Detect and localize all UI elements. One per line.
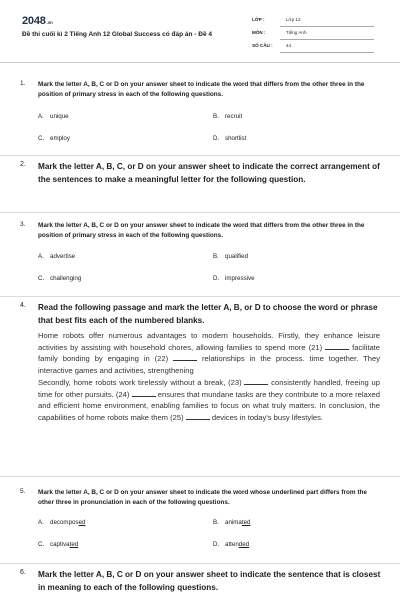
meta-label: SỐ CÂU : [252,43,273,48]
header-divider [0,62,400,63]
option-d[interactable]: D. attended [213,541,250,548]
meta-underline [280,52,374,53]
site-logo[interactable] [22,15,53,27]
question-2 [20,161,382,206]
option-a[interactable]: A. decomposed [38,519,86,526]
question-number: 5. [20,488,26,495]
meta-value: 44 [286,43,292,48]
meta-row-subject [252,29,382,42]
question-text: Read the following passage and mark the letter A, B, or D to choose the word or phrase that best fits each of the numbered blanks. [38,303,378,325]
meta-underline [280,39,374,40]
document-title: Đề thi cuối kì 2 Tiếng Anh 12 Global Success có đáp án - Đề 4 [22,31,212,38]
option-b[interactable]: B. qualified [213,253,249,260]
underlined-part: ed [78,519,86,526]
option-c[interactable]: C. challenging [38,275,82,282]
underlined-part: ted [241,519,251,526]
meta-row-count [252,42,382,55]
question-5 [20,488,382,558]
logo-main-text: 2048 [22,15,46,27]
meta-label: MÔN : [252,30,266,35]
blank-23[interactable] [244,378,268,385]
option-a[interactable]: A. unique [38,113,69,120]
question-text: Mark the letter A, B, C or D on your answer sheet to indicate the sentence that is closest in meaning to each of the following questions. [38,570,381,592]
meta-value: Tiếng Anh [286,30,307,35]
reading-passage [38,330,380,424]
question-text: Mark the letter A, B, C, or D on your answer sheet to indicate the correct arrangement of the sentences to make a meaningful letter for the following question. [38,162,380,184]
meta-value: Lớp 12 [286,17,301,22]
question-4 [20,302,382,332]
underlined-part: ded [238,541,250,548]
question-separator [0,212,400,213]
question-separator [0,563,400,564]
question-number: 1. [20,80,26,87]
question-1 [20,80,382,155]
question-3 [20,221,382,296]
question-text: Mark the letter A, B, C or D on your answer sheet to indicate the word that differs from the other three in the position of primary stress in each of the following questions. [38,222,365,239]
option-b[interactable]: B. recruit [213,113,243,120]
option-a[interactable]: A. advertise [38,253,76,260]
blank-21[interactable] [325,343,349,350]
question-number: 4. [20,302,26,309]
question-separator [0,155,400,156]
passage-paragraph-2: Secondly, home robots work tirelessly without a break, (23) consistently handled, freeing up time for other pursuits. (24) ensures that mundane tasks are they contribute to a more relaxed and efficient home environment, enabling families to focus on what truly matters. In conclusion, the capabilities of home robots make them (25) devices in today's busy lifestyles. [38,377,380,422]
question-separator [0,476,400,477]
question-text: Mark the letter A, B, C or D on your answer sheet to indicate the word whose underlined part differs from the other three in pronunciation in each of the following questions. [38,489,367,506]
meta-row-class [252,16,382,29]
logo-suffix-text: .vn [46,20,53,25]
option-c[interactable]: C. captivated [38,541,79,548]
question-number: 2. [20,161,26,168]
option-d[interactable]: D. shortlist [213,135,247,142]
question-text: Mark the letter A, B, C or D on your answer sheet to indicate the word that differs from the other three in the position of primary stress in each of the following questions. [38,81,365,98]
blank-24[interactable] [132,390,156,397]
meta-label: LỚP : [252,17,265,22]
underlined-part: ted [69,541,79,548]
meta-underline [280,26,374,27]
option-d[interactable]: D. impressive [213,275,255,282]
question-number: 6. [20,569,26,576]
exam-meta [252,16,382,55]
option-b[interactable]: B. animated [213,519,251,526]
question-separator [0,296,400,297]
question-6 [20,569,382,597]
option-c[interactable]: C. employ [38,135,70,142]
passage-paragraph-1: Home robots offer numerous advantages to modern households. Firstly, they enhance leisure activities by assisting with household chores, allowing families to spend more (21) facilitate family bonding by engaging in (22) relationships in the process. time together. They interactive games and activities, strengthening [38,331,381,376]
blank-22[interactable] [173,354,197,361]
page-header [0,0,400,60]
question-number: 3. [20,221,26,228]
blank-25[interactable] [186,413,210,420]
